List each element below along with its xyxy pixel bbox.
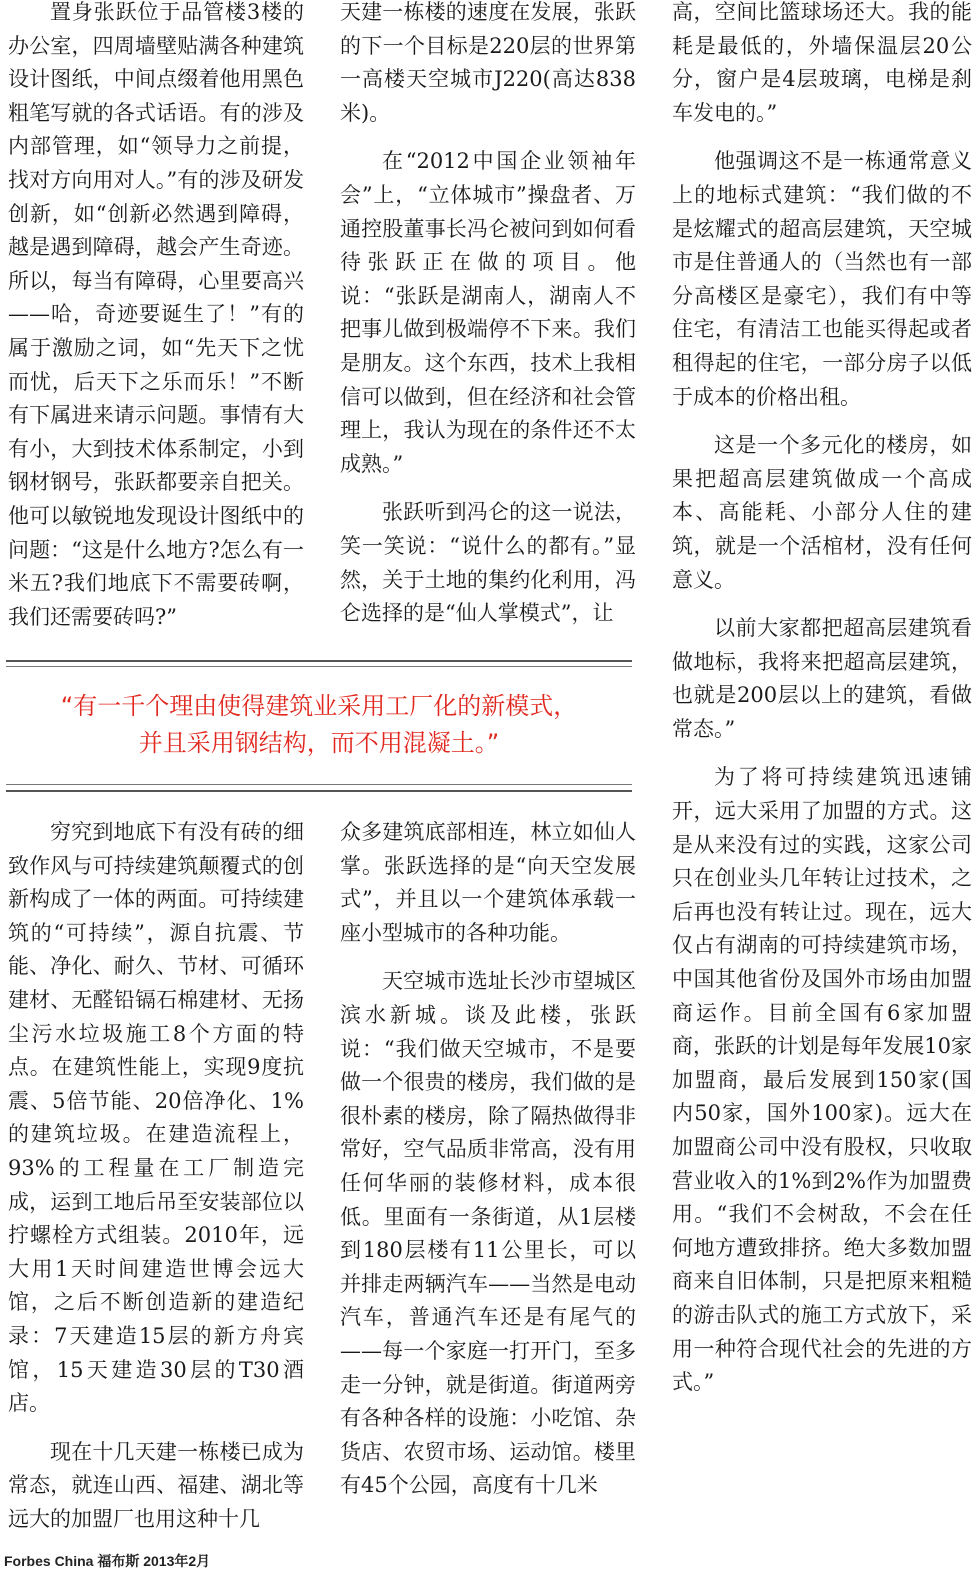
paragraph: 他强调这不是一栋通常意义上的地标式建筑：“我们做的不是炫耀式的超高层建筑，天空城市是住普通人的（当然也有一部分高楼区是豪宅），我们有中等住宅，有清洁工也能买得起或者租得起的住宅，一部分房子以低于成本的价格出租。 — [672, 149, 972, 409]
paragraph: 置身张跃位于品管楼3楼的办公室，四周墙壁贴满各种建筑设计图纸，中间点缀着他用黑色粗笔写就的各式话语。有的涉及内部管理，如“领导力之前提，找对方向用对人。”有的涉及研发创新，如“创新必然遇到障碍，越是遇到障碍，越会产生奇迹。所以，每当有障碍，心里要高兴——哈，奇迹要诞生了！”有的属于激励之词，如“先天下之忧而忧，后天下之乐而乐！”不断有下属进来请示问题。事情有大有小，大到技术体系制定，小到钢材钢号，张跃都要亲自把关。他可以敏锐地发现设计图纸中的问题：“这是什么地方?怎么有一米五?我们地底下不需要砖啊，我们还需要砖吗?” — [8, 0, 304, 629]
article-column-2-bottom — [340, 816, 636, 1518]
paragraph-continued: 天建一栋楼的速度在发展，张跃的下一个目标是220层的世界第一高楼天空城市J220(高达838米)。 — [340, 0, 636, 125]
paragraph: 以前大家都把超高层建筑看做地标，我将来把超高层建筑，也就是200层以上的建筑，看做常态。” — [672, 616, 972, 741]
pull-quote-line-2: 并且采用钢结构，而不用混凝土。” — [138, 729, 500, 757]
pull-quote — [6, 688, 632, 762]
paragraph: 为了将可持续建筑迅速铺开，远大采用了加盟的方式。这是从来没有过的实践，这家公司只在创业头几年转让过技术，之后再也没有转让过。现在，远大仅占有湖南的可持续建筑市场，中国其他省份及国外市场由加盟商运作。目前全国有6家加盟商，张跃的计划是每年发展10家加盟商，最后发展到150家(国内50家，国外100家)。远大在加盟商公司中没有股权，只收取营业收入的1%到2%作为加盟费用。“我们不会树敌，不会在任何地方遭致排挤。绝大多数加盟商来自旧体制，只是把原来粗糙的游击队式的施工方式放下，采用一种符合现代社会的先进的方式。” — [672, 765, 972, 1395]
pull-quote-bottom-rule-thin — [6, 784, 632, 785]
pull-quote-top-rule — [6, 660, 632, 662]
article-column-2-top — [340, 0, 636, 646]
paragraph-continued: 众多建筑底部相连，林立如仙人掌。张跃选择的是“向天空发展式”，并且以一个建筑体承载一座小型城市的各种功能。 — [340, 820, 636, 945]
article-column-3 — [672, 0, 972, 1415]
paragraph: 穷究到地底下有没有砖的细致作风与可持续建筑颠覆式的创新构成了一体的两面。可持续建筑的“可持续”，源自抗震、节能、净化、耐久、节材、可循环建材、无醛铅镉石棉建材、无扬尘污水垃圾施工8个方面的特点。在建筑性能上，实现9度抗震、5倍节能、20倍净化、1%的建筑垃圾。在建造流程上，93%的工程量在工厂制造完成，运到工地后吊至安装部位以拧螺栓方式组装。2010年，远大用1天时间建造世博会远大馆，之后不断创造新的建造纪录：7天建造15层的新方舟宾馆，15天建造30层的T30酒店。 — [8, 820, 304, 1416]
paragraph: 这是一个多元化的楼房，如果把超高层建筑做成一个高成本、高能耗、小部分人住的建筑，就是一个活棺材，没有任何意义。 — [672, 433, 972, 592]
page-footer: Forbes China 福布斯 2013年2月 — [4, 1553, 211, 1569]
pull-quote-top-rule-thin — [6, 666, 632, 667]
paragraph-continued: 高，空间比篮球场还大。我的能耗是最低的，外墙保温层20公分，窗户是4层玻璃，电梯是刹车发电的。” — [672, 0, 972, 125]
article-column-1-bottom — [8, 816, 304, 1551]
article-column-1-top — [8, 0, 304, 649]
pull-quote-bottom-rule — [6, 790, 632, 792]
paragraph: 在“2012中国企业领袖年会”上，“立体城市”操盘者、万通控股董事长冯仑被问到如何看待张跃正在做的项目。他说：“张跃是湖南人，湖南人不把事儿做到极端停不下来。我们是朋友。这个东西，技术上我相信可以做到，但在经济和社会管理上，我认为现在的条件还不太成熟。” — [340, 149, 636, 476]
paragraph: 张跃听到冯仑的这一说法，笑一笑说：“说什么的都有。”显然，关于土地的集约化利用，冯仑选择的是“仙人掌模式”，让 — [340, 500, 636, 626]
paragraph: 天空城市选址长沙市望城区滨水新城。谈及此楼，张跃说：“我们做天空城市，不是要做一个很贵的楼房，我们做的是很朴素的楼房，除了隔热做得非常好，空气品质非常高，没有用任何华丽的装修材料，成本很低。里面有一条街道，从1层楼到180层楼有11公里长，可以并排走两辆汽车——当然是电动汽车，普通汽车还是有尾气的——每一个家庭一打开门，至多走一分钟，就是街道。街道两旁有各种各样的设施：小吃馆、杂货店、农贸市场、运动馆。楼里有45个公园，高度有十几米 — [340, 969, 636, 1498]
paragraph: 现在十几天建一栋楼已成为常态，就连山西、福建、湖北等远大的加盟厂也用这种十几 — [8, 1439, 304, 1531]
pull-quote-line-1: “有一千个理由使得建筑业采用工厂化的新模式， — [60, 692, 578, 720]
